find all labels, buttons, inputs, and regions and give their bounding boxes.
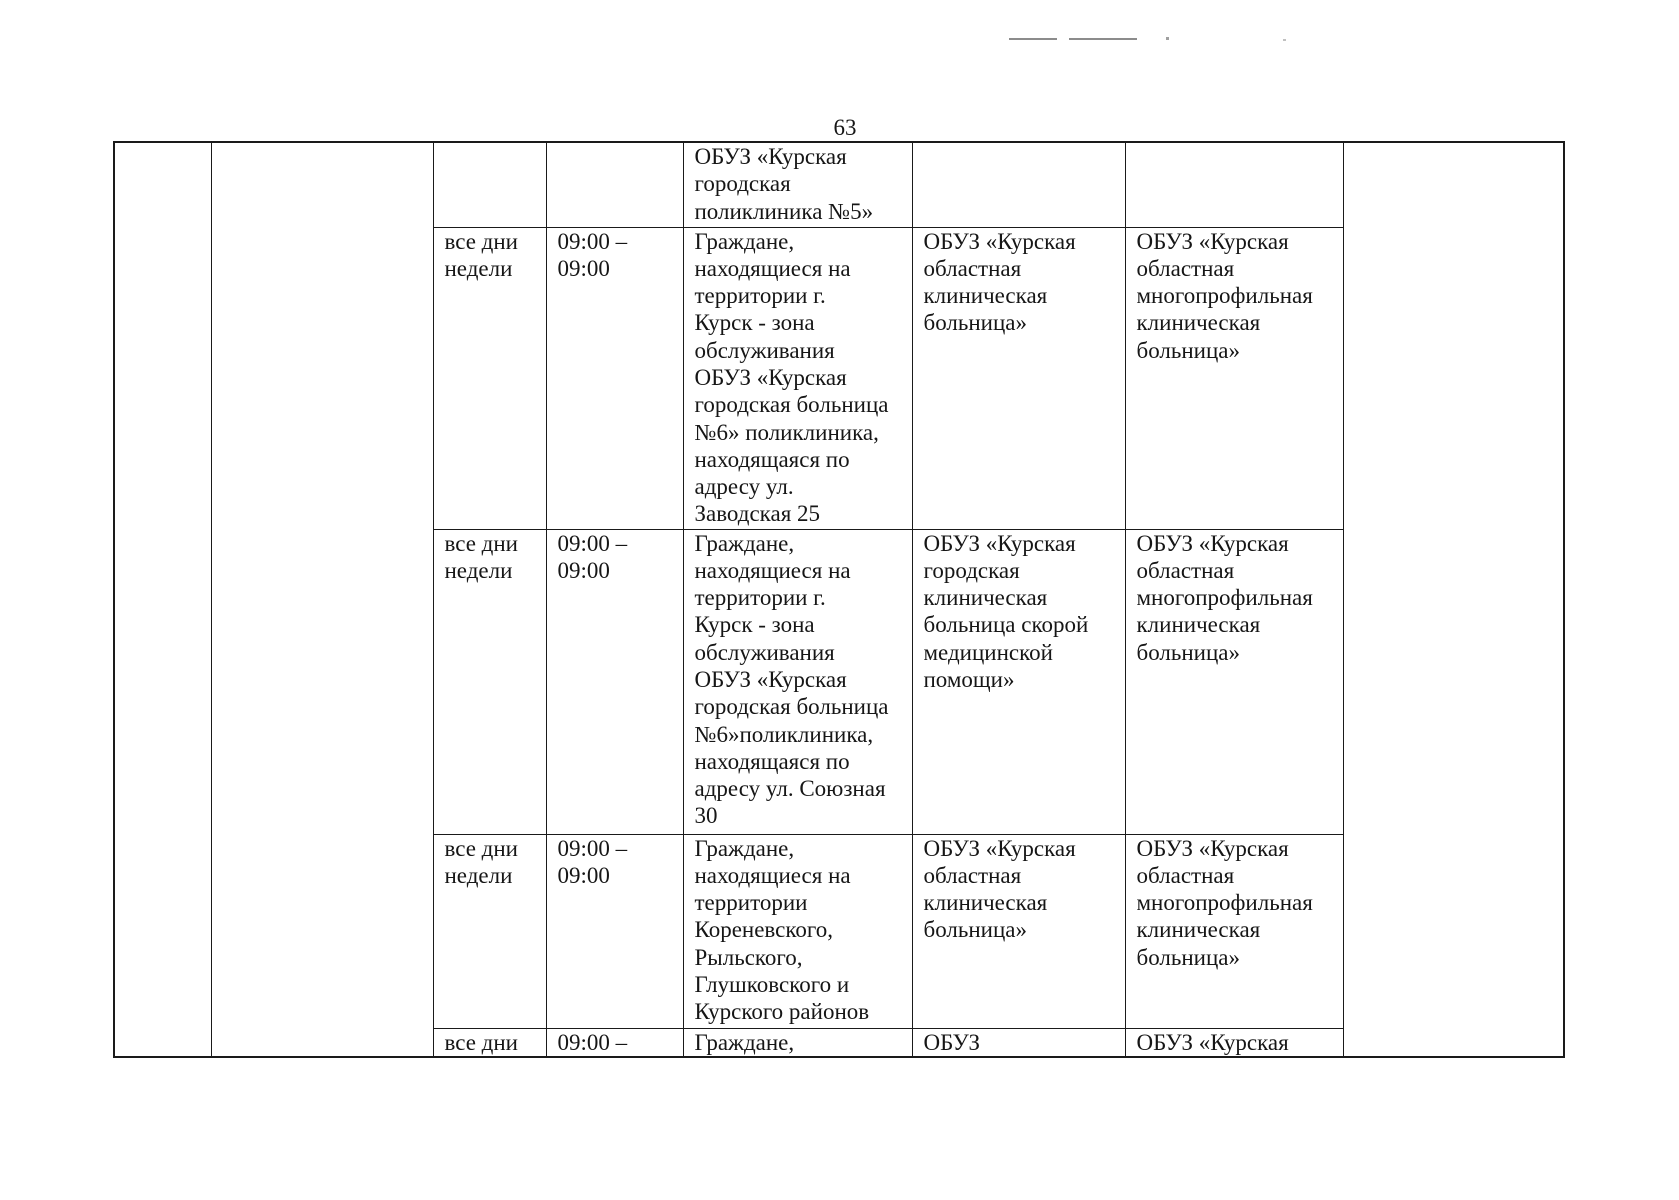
text-line: Заводская 25 (694, 501, 821, 527)
scan-artifact (1009, 38, 1057, 40)
text-line: обслуживания (694, 639, 835, 665)
text-line: больница скорой (923, 612, 1089, 638)
text-line: областная (1136, 862, 1235, 888)
cell-text (558, 530, 679, 585)
text-line: №6» поликлиника, (694, 419, 879, 445)
cell-text (924, 1029, 1121, 1056)
cell-text (1137, 835, 1339, 971)
text-line: многопрофильная (1136, 890, 1313, 916)
text-line: находящиеся на (694, 862, 851, 888)
cell-hours (546, 1028, 683, 1057)
cell-organization (912, 142, 1125, 227)
text-line: больница» (923, 310, 1027, 336)
text-line: Граждане, (694, 1029, 795, 1055)
cell-text (695, 530, 908, 830)
text-line: Граждане, (694, 228, 795, 254)
cell-organization (912, 834, 1125, 1028)
scan-artifact (1166, 37, 1169, 40)
text-line: ОБУЗ «Курская (1136, 835, 1289, 861)
schedule-table (113, 141, 1565, 1058)
text-line: Курск - зона (694, 310, 815, 336)
text-line: больница» (1136, 944, 1240, 970)
cell-text (445, 228, 542, 283)
text-line: областная (923, 255, 1022, 281)
cell-text (1137, 530, 1339, 666)
cell-text (924, 228, 1121, 337)
cell-text (558, 228, 679, 283)
text-line: Курск - зона (694, 612, 815, 638)
text-line: городская больница (694, 694, 889, 720)
cell-alternate-organization (1125, 1028, 1343, 1057)
cell-days (433, 142, 546, 227)
cell-text (695, 1029, 908, 1056)
cell-hours (546, 227, 683, 529)
table-row (114, 142, 1564, 227)
text-line: помощи» (923, 666, 1015, 692)
text-line: клиническая (1136, 917, 1261, 943)
text-line: Курского районов (694, 999, 870, 1025)
text-line: территории г. (694, 585, 826, 611)
text-line: клиническая (923, 585, 1048, 611)
cell-days (433, 1028, 546, 1057)
text-line: клиническая (923, 890, 1048, 916)
merged-cell-service (211, 142, 433, 1057)
cell-text (445, 1029, 542, 1056)
text-line: больница» (923, 917, 1027, 943)
merged-cell-notes (1343, 142, 1564, 1057)
cell-alternate-organization (1125, 142, 1343, 227)
text-line: находящаяся по (694, 748, 850, 774)
cell-alternate-organization (1125, 834, 1343, 1028)
text-line: 09:00 (557, 255, 610, 281)
text-line: все дни (444, 1029, 518, 1055)
cell-text (445, 835, 542, 890)
text-line: Кореневского, (694, 917, 833, 943)
cell-text (695, 228, 908, 528)
text-line: 09:00 – (557, 1029, 628, 1055)
text-line: ОБУЗ «Курская (694, 364, 847, 390)
cell-text (445, 530, 542, 585)
text-line: 09:00 – (557, 530, 628, 556)
text-line: 09:00 (557, 862, 610, 888)
text-line: областная (923, 862, 1022, 888)
text-line: больница» (1136, 337, 1240, 363)
cell-population (683, 1028, 912, 1057)
cell-organization (912, 1028, 1125, 1057)
cell-hours (546, 142, 683, 227)
text-line: территории (694, 890, 808, 916)
text-line: Глушковского и (694, 971, 850, 997)
cell-population (683, 227, 912, 529)
cell-organization (912, 227, 1125, 529)
text-line: больница» (1136, 639, 1240, 665)
cell-days (433, 529, 546, 834)
text-line: медицинской (923, 639, 1053, 665)
text-line: все дни (444, 530, 518, 556)
text-line: Граждане, (694, 835, 795, 861)
cell-days (433, 834, 546, 1028)
text-line: клиническая (1136, 612, 1261, 638)
text-line: территории г. (694, 283, 826, 309)
text-line: областная (1136, 255, 1235, 281)
cell-text (695, 143, 908, 225)
text-line: городская больница (694, 392, 889, 418)
text-line: городская (923, 557, 1020, 583)
cell-population (683, 142, 912, 227)
text-line: ОБУЗ «Курская (694, 666, 847, 692)
text-line: адресу ул. Союзная (694, 776, 886, 802)
cell-days (433, 227, 546, 529)
text-line: ОБУЗ «Курская (923, 530, 1076, 556)
text-line: городская (694, 171, 791, 197)
text-line: обслуживания (694, 337, 835, 363)
text-line: ОБУЗ «Курская (923, 228, 1076, 254)
text-line: недели (444, 255, 513, 281)
merged-cell-number (114, 142, 211, 1057)
text-line: ОБУЗ «Курская (923, 835, 1076, 861)
text-line: ОБУЗ (923, 1029, 981, 1055)
text-line: 09:00 (557, 557, 610, 583)
text-line: недели (444, 557, 513, 583)
text-line: ОБУЗ «Курская (694, 144, 847, 169)
text-line: ОБУЗ «Курская (1136, 530, 1289, 556)
text-line: областная (1136, 557, 1235, 583)
text-line: Рыльского, (694, 944, 803, 970)
text-line: находящиеся на (694, 255, 851, 281)
text-line: поликлиника №5» (694, 198, 874, 224)
cell-text (558, 1029, 679, 1056)
text-line: 30 (694, 803, 718, 829)
text-line: находящаяся по (694, 446, 850, 472)
text-line: все дни (444, 835, 518, 861)
cell-organization (912, 529, 1125, 834)
cell-hours (546, 834, 683, 1028)
cell-alternate-organization (1125, 227, 1343, 529)
cell-text (1137, 1029, 1339, 1056)
cell-text (695, 835, 908, 1026)
text-line: №6»поликлиника, (694, 721, 874, 747)
text-line: многопрофильная (1136, 585, 1313, 611)
text-line: Граждане, (694, 530, 795, 556)
text-line: клиническая (923, 283, 1048, 309)
text-line: многопрофильная (1136, 283, 1313, 309)
text-line: находящиеся на (694, 557, 851, 583)
text-line: 09:00 – (557, 835, 628, 861)
text-line: 09:00 – (557, 228, 628, 254)
text-line: все дни (444, 228, 518, 254)
cell-text (924, 835, 1121, 944)
scan-artifact (1283, 39, 1286, 41)
page-number: 63 (833, 115, 857, 140)
cell-text (924, 530, 1121, 694)
scan-artifact (1069, 38, 1137, 40)
text-line: клиническая (1136, 310, 1261, 336)
cell-text (1137, 228, 1339, 364)
cell-text (558, 835, 679, 890)
cell-population (683, 529, 912, 834)
text-line: адресу ул. (694, 474, 794, 500)
cell-population (683, 834, 912, 1028)
cell-alternate-organization (1125, 529, 1343, 834)
cell-hours (546, 529, 683, 834)
text-line: ОБУЗ «Курская (1136, 228, 1289, 254)
text-line: ОБУЗ «Курская (1136, 1029, 1289, 1055)
text-line: недели (444, 862, 513, 888)
